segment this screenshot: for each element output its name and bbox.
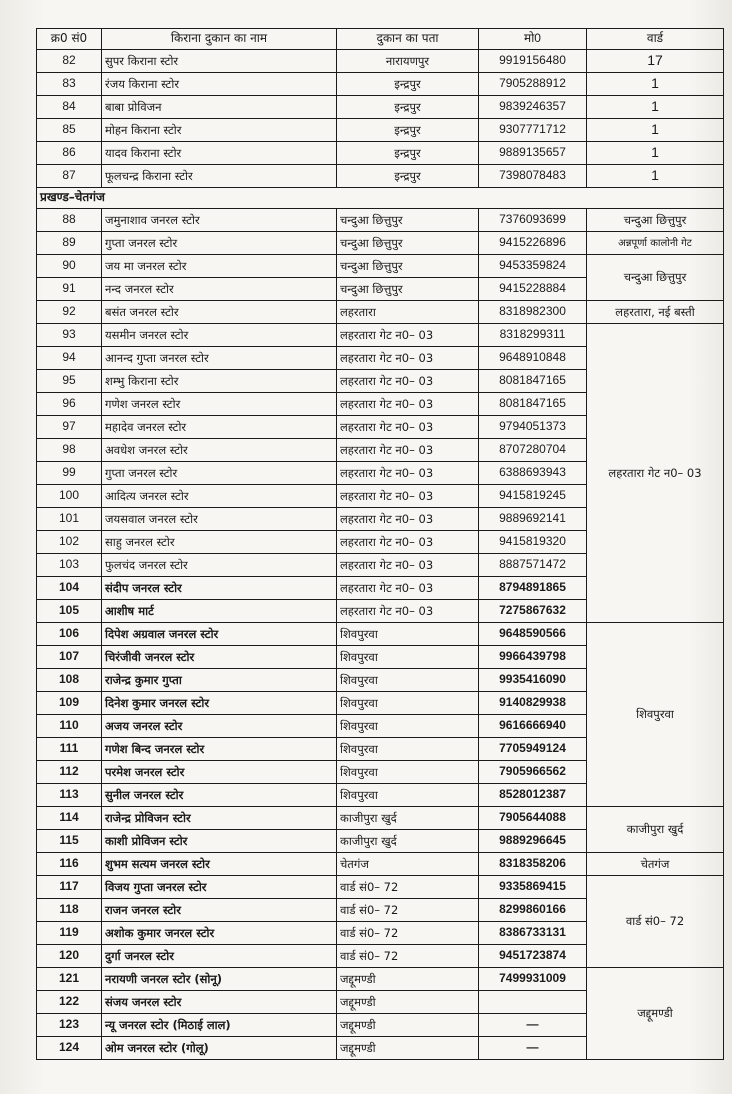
shop-name-cell: शुभम सत्यम जनरल स्टोर [102,853,337,876]
serial-cell: 86 [37,142,102,165]
serial-cell: 101 [37,508,102,531]
mobile-cell: 8794891865 [479,577,587,600]
table-body-a [37,50,724,188]
address-cell: लहरतारा गेट न0– 03 [337,347,479,370]
table-row [37,301,724,324]
shop-name-cell: दिपेश अग्रवाल जनरल स्टोर [102,623,337,646]
address-cell: इन्द्रपुर [337,165,479,188]
serial-cell: 123 [37,1014,102,1037]
address-cell: जद्दूमण्डी [337,968,479,991]
address-cell: लहरतारा गेट न0– 03 [337,393,479,416]
table-row [37,853,724,876]
mobile-cell: 8528012387 [479,784,587,807]
address-cell: चन्दुआ छित्तुपुर [337,232,479,255]
shop-name-cell: यसमीन जनरल स्टोर [102,324,337,347]
shop-name-cell: आशीष मार्ट [102,600,337,623]
ward-cell: 1 [587,119,724,142]
serial-cell: 113 [37,784,102,807]
address-cell: चन्दुआ छित्तुपुर [337,278,479,301]
mobile-cell: 9889135657 [479,142,587,165]
ward-group-cell: लहरतारा गेट न0– 03 [587,324,724,623]
address-cell: इन्द्रपुर [337,73,479,96]
mobile-cell [479,991,587,1014]
shop-name-cell: दिनेश कुमार जनरल स्टोर [102,692,337,715]
shop-name-cell: गणेश जनरल स्टोर [102,393,337,416]
mobile-cell: 7905644088 [479,807,587,830]
serial-cell: 121 [37,968,102,991]
address-cell: शिवपुरवा [337,669,479,692]
address-cell: लहरतारा गेट न0– 03 [337,416,479,439]
mobile-cell: 9648910848 [479,347,587,370]
serial-cell: 99 [37,462,102,485]
shop-name-cell: विजय गुप्ता जनरल स्टोर [102,876,337,899]
serial-cell: 98 [37,439,102,462]
mobile-cell: 7398078483 [479,165,587,188]
serial-cell: 89 [37,232,102,255]
serial-cell: 87 [37,165,102,188]
shop-name-cell: आदित्य जनरल स्टोर [102,485,337,508]
ward-group-cell: चेतगंज [587,853,724,876]
ward-cell: 1 [587,73,724,96]
address-cell: लहरतारा गेट न0– 03 [337,370,479,393]
mobile-cell: 7905966562 [479,761,587,784]
address-cell: शिवपुरवा [337,692,479,715]
address-cell: लहरतारा गेट न0– 03 [337,531,479,554]
section-block [37,188,724,209]
mobile-cell: 9919156480 [479,50,587,73]
shop-name-cell: अशोक कुमार जनरल स्टोर [102,922,337,945]
address-cell: शिवपुरवा [337,623,479,646]
shop-name-cell: जमुनाशाव जनरल स्टोर [102,209,337,232]
serial-cell: 97 [37,416,102,439]
table-row [37,96,724,119]
shop-name-cell: राजेन्द्र प्रोविजन स्टोर [102,807,337,830]
serial-cell: 90 [37,255,102,278]
serial-cell: 103 [37,554,102,577]
table-row [37,165,724,188]
address-cell: शिवपुरवा [337,715,479,738]
mobile-cell: 9839246357 [479,96,587,119]
mobile-cell: 8318358206 [479,853,587,876]
mobile-cell: 8299860166 [479,899,587,922]
address-cell: लहरतारा गेट न0– 03 [337,508,479,531]
mobile-cell: 8707280704 [479,439,587,462]
shop-name-cell: बाबा प्रोविजन [102,96,337,119]
shop-name-cell: नन्द जनरल स्टोर [102,278,337,301]
shop-name-cell: संदीप जनरल स्टोर [102,577,337,600]
table-row [37,119,724,142]
shop-name-cell: मोहन किराना स्टोर [102,119,337,142]
serial-cell: 119 [37,922,102,945]
shop-name-cell: सुनील जनरल स्टोर [102,784,337,807]
serial-cell: 93 [37,324,102,347]
address-cell: जद्दूमण्डी [337,1037,479,1060]
shop-name-cell: शम्भु किराना स्टोर [102,370,337,393]
serial-cell: 91 [37,278,102,301]
shop-name-cell: राजेन्द्र कुमार गुप्ता [102,669,337,692]
mobile-cell: 7705949124 [479,738,587,761]
serial-cell: 116 [37,853,102,876]
table-row [37,255,724,278]
serial-cell: 104 [37,577,102,600]
address-cell: वार्ड सं0– 72 [337,922,479,945]
table-row [37,142,724,165]
shop-name-cell: परमेश जनरल स्टोर [102,761,337,784]
shop-list-table [36,28,724,1060]
mobile-cell: 6388693943 [479,462,587,485]
shop-name-cell: नरायणी जनरल स्टोर (सोनू) [102,968,337,991]
shop-name-cell: रंजय किराना स्टोर [102,73,337,96]
address-cell: शिवपुरवा [337,646,479,669]
table-row [37,623,724,646]
header-serial: क्र0 सं0 [37,29,102,50]
serial-cell: 83 [37,73,102,96]
shop-name-cell: चिरंजीवी जनरल स्टोर [102,646,337,669]
serial-cell: 124 [37,1037,102,1060]
serial-cell: 88 [37,209,102,232]
table-row [37,968,724,991]
serial-cell: 122 [37,991,102,1014]
shop-name-cell: गणेश बिन्द जनरल स्टोर [102,738,337,761]
mobile-cell: 7905288912 [479,73,587,96]
mobile-cell: 9415819245 [479,485,587,508]
table-row [37,209,724,232]
shop-name-cell: गुप्ता जनरल स्टोर [102,232,337,255]
address-cell: लहरतारा गेट न0– 03 [337,324,479,347]
serial-cell: 106 [37,623,102,646]
serial-cell: 82 [37,50,102,73]
shop-name-cell: गुप्ता जनरल स्टोर [102,462,337,485]
mobile-cell: 7275867632 [479,600,587,623]
shop-name-cell: न्यू जनरल स्टोर (मिठाई लाल) [102,1014,337,1037]
section-title: प्रखण्ड–चेतगंज [37,188,724,209]
shop-name-cell: ओम जनरल स्टोर (गोलू) [102,1037,337,1060]
ward-group-cell: शिवपुरवा [587,623,724,807]
address-cell: जद्दूमण्डी [337,991,479,1014]
header-mobile: मो0 [479,29,587,50]
shop-name-cell: यादव किराना स्टोर [102,142,337,165]
serial-cell: 102 [37,531,102,554]
shop-name-cell: संजय जनरल स्टोर [102,991,337,1014]
mobile-cell: 8318299311 [479,324,587,347]
ward-group-cell: चन्दुआ छित्तुपुर [587,209,724,232]
serial-cell: 92 [37,301,102,324]
ward-cell: 1 [587,165,724,188]
serial-cell: 109 [37,692,102,715]
mobile-cell: 9889692141 [479,508,587,531]
shop-name-cell: सुपर किराना स्टोर [102,50,337,73]
address-cell: लहरतारा [337,301,479,324]
mobile-cell: 9616666940 [479,715,587,738]
table-row [37,324,724,347]
mobile-cell: 9453359824 [479,255,587,278]
address-cell: शिवपुरवा [337,784,479,807]
address-cell: वार्ड सं0– 72 [337,876,479,899]
serial-cell: 111 [37,738,102,761]
mobile-cell: 8081847165 [479,393,587,416]
serial-cell: 117 [37,876,102,899]
table-row [37,50,724,73]
mobile-cell: 9794051373 [479,416,587,439]
header-ward: वार्ड [587,29,724,50]
address-cell: लहरतारा गेट न0– 03 [337,600,479,623]
shop-name-cell: साहु जनरल स्टोर [102,531,337,554]
ward-cell: 17 [587,50,724,73]
mobile-cell: — [479,1014,587,1037]
address-cell: लहरतारा गेट न0– 03 [337,439,479,462]
serial-cell: 110 [37,715,102,738]
serial-cell: 120 [37,945,102,968]
mobile-cell: 8887571472 [479,554,587,577]
address-cell: चन्दुआ छित्तुपुर [337,255,479,278]
address-cell: लहरतारा गेट न0– 03 [337,554,479,577]
table-row [37,73,724,96]
shop-name-cell: अवधेश जनरल स्टोर [102,439,337,462]
ward-group-cell: काजीपुरा खुर्द [587,807,724,853]
serial-cell: 94 [37,347,102,370]
ward-group-cell: अन्नपूर्णा कालोनी गेट [587,232,724,255]
serial-cell: 96 [37,393,102,416]
shop-name-cell: आनन्द गुप्ता जनरल स्टोर [102,347,337,370]
mobile-cell: 9648590566 [479,623,587,646]
ward-group-cell: चन्दुआ छित्तुपुर [587,255,724,301]
address-cell: लहरतारा गेट न0– 03 [337,577,479,600]
serial-cell: 100 [37,485,102,508]
address-cell: चेतगंज [337,853,479,876]
shop-name-cell: दुर्गा जनरल स्टोर [102,945,337,968]
address-cell: शिवपुरवा [337,761,479,784]
mobile-cell: 8318982300 [479,301,587,324]
mobile-cell: 9935416090 [479,669,587,692]
serial-cell: 115 [37,830,102,853]
table-body-b [37,209,724,1060]
address-cell: जद्दूमण्डी [337,1014,479,1037]
serial-cell: 84 [37,96,102,119]
section-row [37,188,724,209]
shop-name-cell: फुलचंद जनरल स्टोर [102,554,337,577]
shop-name-cell: जयसवाल जनरल स्टोर [102,508,337,531]
serial-cell: 114 [37,807,102,830]
ward-cell: 1 [587,96,724,119]
header-address: दुकान का पता [337,29,479,50]
mobile-cell: 8386733131 [479,922,587,945]
address-cell: शिवपुरवा [337,738,479,761]
mobile-cell: 9451723874 [479,945,587,968]
mobile-cell: 7376093699 [479,209,587,232]
address-cell: लहरतारा गेट न0– 03 [337,485,479,508]
mobile-cell: 9966439798 [479,646,587,669]
address-cell: चन्दुआ छित्तुपुर [337,209,479,232]
address-cell: वार्ड सं0– 72 [337,899,479,922]
address-cell: लहरतारा गेट न0– 03 [337,462,479,485]
mobile-cell: 8081847165 [479,370,587,393]
shop-name-cell: अजय जनरल स्टोर [102,715,337,738]
serial-cell: 108 [37,669,102,692]
mobile-cell: 9335869415 [479,876,587,899]
address-cell: इन्द्रपुर [337,96,479,119]
address-cell: इन्द्रपुर [337,142,479,165]
serial-cell: 112 [37,761,102,784]
ward-group-cell: लहरतारा, नई बस्ती [587,301,724,324]
shop-name-cell: फूलचन्द्र किराना स्टोर [102,165,337,188]
mobile-cell: 9415819320 [479,531,587,554]
shop-name-cell: महादेव जनरल स्टोर [102,416,337,439]
ward-cell: 1 [587,142,724,165]
shop-name-cell: राजन जनरल स्टोर [102,899,337,922]
serial-cell: 107 [37,646,102,669]
serial-cell: 95 [37,370,102,393]
serial-cell: 85 [37,119,102,142]
mobile-cell: 9140829938 [479,692,587,715]
mobile-cell: 7499931009 [479,968,587,991]
shop-name-cell: बसंत जनरल स्टोर [102,301,337,324]
table-row [37,807,724,830]
table-row [37,232,724,255]
address-cell: इन्द्रपुर [337,119,479,142]
serial-cell: 118 [37,899,102,922]
address-cell: नारायणपुर [337,50,479,73]
serial-cell: 105 [37,600,102,623]
mobile-cell: 9307771712 [479,119,587,142]
address-cell: काजीपुरा खुर्द [337,807,479,830]
ward-group-cell: वार्ड सं0– 72 [587,876,724,968]
table-row [37,876,724,899]
mobile-cell: 9415228884 [479,278,587,301]
mobile-cell: 9889296645 [479,830,587,853]
address-cell: काजीपुरा खुर्द [337,830,479,853]
header-shop-name: किराना दुकान का नाम [102,29,337,50]
mobile-cell: 9415226896 [479,232,587,255]
header-row [37,29,724,50]
mobile-cell: — [479,1037,587,1060]
shop-name-cell: काशी प्रोविजन स्टोर [102,830,337,853]
ward-group-cell: जद्दूमण्डी [587,968,724,1060]
shop-name-cell: जय मा जनरल स्टोर [102,255,337,278]
address-cell: वार्ड सं0– 72 [337,945,479,968]
